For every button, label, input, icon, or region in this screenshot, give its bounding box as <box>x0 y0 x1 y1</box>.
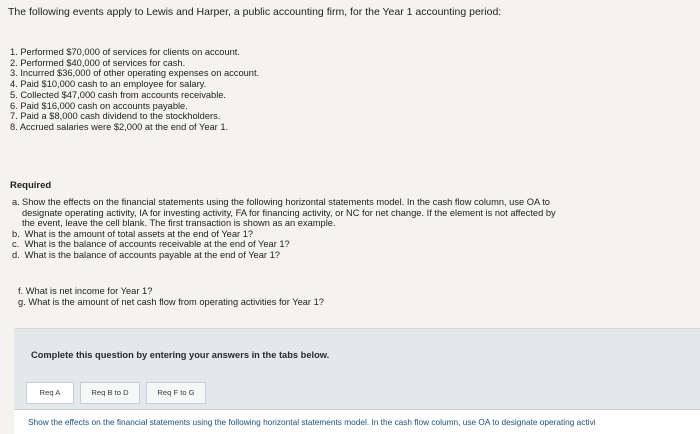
intro-text: The following events apply to Lewis and Harper, a public accounting firm, for the Year 1 accounting period: <box>8 6 502 18</box>
task-item-c <box>12 239 662 250</box>
event-item: 4. Paid $10,000 cash to an employee for salary. <box>10 79 207 90</box>
task-line: What is the balance of accounts receivable at the end of Year 1? <box>24 239 290 249</box>
tasks-list <box>12 197 662 260</box>
task-line: the event, leave the cell blank. The first transaction is shown as an example. <box>22 218 336 228</box>
event-item: 5. Collected $47,000 cash from accounts receivable. <box>10 89 227 100</box>
task-label: d. <box>12 249 20 260</box>
event-item: 6. Paid $16,000 cash on accounts payable. <box>10 100 188 111</box>
event-item: 3. Incurred $36,000 of other operating expenses on account. <box>10 68 260 79</box>
panel-title: Complete this question by entering your answers in the tabs below. <box>31 350 330 360</box>
task-item-f: f. What is net income for Year 1? <box>18 286 153 296</box>
task-item-d <box>12 250 662 261</box>
tasks-list-2 <box>18 286 324 308</box>
event-item: 1. Performed $70,000 of services for clients on account. <box>10 47 240 57</box>
event-item: 2. Performed $40,000 of services for cash. <box>10 57 186 68</box>
task-label: c. <box>12 239 20 249</box>
tab-req-f-to-g[interactable]: Req F to G <box>146 382 206 404</box>
required-heading: Required <box>10 180 52 191</box>
task-line: designate operating activity, IA for investing activity, FA for financing activity, or NC for net change. If the element is not affected by <box>22 207 556 218</box>
tab-content-text: Show the effects on the financial statements using the following horizontal statements model. In the cash flow column, use OA to designate operating activi <box>28 417 596 427</box>
task-item-b <box>12 229 662 240</box>
tab-req-b-to-d[interactable]: Req B to D <box>80 382 140 404</box>
event-item: 8. Accrued salaries were $2,000 at the end of Year 1. <box>10 121 229 132</box>
tab-req-a[interactable]: Req A <box>26 382 74 404</box>
task-item-a <box>12 197 662 229</box>
task-line: What is the amount of total assets at the end of Year 1? <box>24 228 254 239</box>
answer-panel <box>14 328 700 433</box>
tab-content <box>14 409 700 434</box>
task-item-g: g. What is the amount of net cash flow from operating activities for Year 1? <box>18 297 324 307</box>
event-item: 7. Paid a $8,000 cash dividend to the stockholders. <box>10 111 221 122</box>
task-line: What is the balance of accounts payable at the end of Year 1? <box>24 249 280 260</box>
tab-bar <box>26 382 212 404</box>
task-label: a. <box>12 197 20 207</box>
events-list <box>10 47 259 133</box>
task-line: Show the effects on the financial statements using the following horizontal statements model. In the cash flow column, use OA to <box>22 197 550 207</box>
task-label: b. <box>12 228 20 239</box>
